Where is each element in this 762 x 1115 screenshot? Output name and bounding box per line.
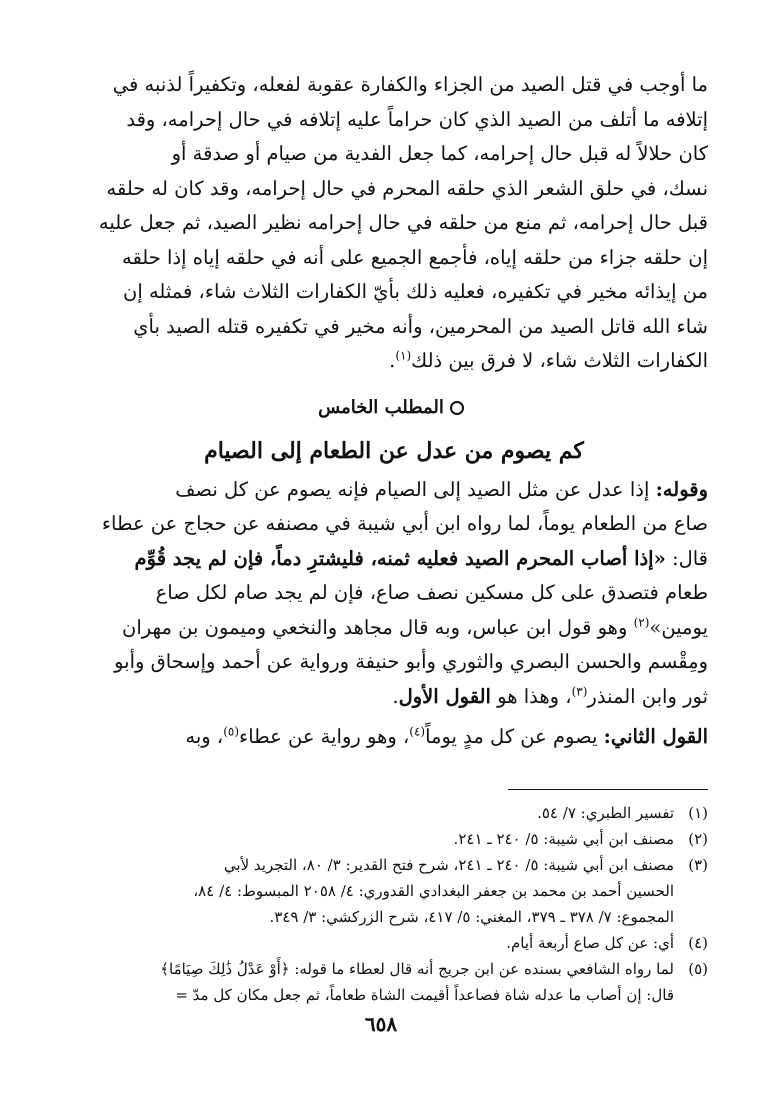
footnote-number: (١) (688, 803, 708, 822)
text-line (80, 611, 708, 646)
section-label-text: المطلب الخامس (318, 396, 444, 418)
footnote-ref: (٢) (633, 615, 650, 629)
text-segment: يصوم عن كل مدٍ يوماً (425, 725, 604, 748)
footnote-ref: (٣) (571, 684, 588, 698)
text-segment: ، وبه (185, 725, 224, 748)
text-line: ما أوجب في قتل الصيد من الجزاء والكفارة عقوبة لفعله، وتكفيراً لذنبه في (112, 73, 708, 96)
text-segment: ثور وابن المنذر (587, 684, 708, 708)
paragraph-2 (80, 473, 708, 715)
footnote-item-continued (80, 982, 708, 1008)
footnote-text: مصنف ابن أبي شيبة: ٥/ ٢٤٠ ـ ٢٤١. (453, 829, 674, 848)
text-line: قبل حال إحرامه، ثم منع من حلقه في حال إحرامه نظير الصيد، ثم جعل عليه (98, 211, 708, 234)
footnotes (80, 800, 708, 1008)
text-segment: يومين» (649, 615, 708, 639)
footnote-ref: (٥) (223, 724, 240, 739)
bold-term: القول الأول (398, 684, 491, 708)
text-line-last (80, 680, 708, 715)
footnote-number: (٥) (688, 959, 708, 978)
text-line: طعام فتصدق على كل مسكين نصف صاع، فإن لم يجد صام لكل صاع (155, 581, 708, 604)
text-segment: قال: (665, 546, 708, 570)
lead-term: القول الثاني: (603, 725, 708, 748)
text-line (80, 542, 708, 577)
page-number: ٦٥٨ (364, 1012, 398, 1036)
text-segment: . (392, 684, 399, 708)
text-line: من إيذائه مخير في تكفيره، فعليه ذلك بأيّ الكفارات الثلاث شاء، فمثله إن (123, 280, 708, 303)
footnote-item (80, 852, 708, 878)
text-segment: وهو قول ابن عباس، وبه قال مجاهد والنخعي وميمون بن مهران (122, 615, 634, 639)
footnote-number: (٢) (688, 829, 708, 848)
text-line: صاع من الطعام يوماً، لما رواه ابن أبي شيبة في مصنفه عن حجاج عن عطاء (101, 512, 708, 535)
text-line-last (80, 344, 708, 379)
footnote-text: أي: عن كل صاع أربعة أيام. (506, 933, 674, 952)
lead-term: وقوله: (655, 477, 708, 501)
text-segment: . (389, 349, 396, 372)
footnote-text: قال: إن أصاب ما عدله شاة فصاعداً أقيمت الشاة طعاماً، ثم جعل مكان كل مدّ = (175, 985, 674, 1004)
footnote-text: الحسين أحمد بن محمد بن جعفر البغدادي القدوري: ٤/ ٢٠٥٨ المبسوط: ٤/ ٨٤، (193, 881, 674, 900)
circle-bullet-icon (450, 401, 464, 415)
footnote-text: المجموع: ٧/ ٣٧٨ ـ ٣٧٩، المغني: ٥/ ٤١٧، شرح الزركشي: ٣/ ٣٤٩. (269, 907, 674, 926)
text-line: إتلافه ما أتلف من الصيد الذي كان حراماً عليه إتلافه في حال إحرامه، وقد (126, 107, 708, 131)
footnote-item-continued (80, 904, 708, 930)
footnote-item (80, 930, 708, 956)
footnote-ref: (٤) (409, 724, 426, 739)
text-line: ومِقْسم والحسن البصري والثوري وأبو حنيفة ورواية عن أحمد وإسحاق وأبو (114, 650, 708, 673)
footnote-text: مصنف ابن أبي شيبة: ٥/ ٢٤٠ ـ ٢٤١، شرح فتح القدير: ٣/ ٨٠، التجريد لأبي (223, 855, 674, 874)
paragraph-3 (80, 720, 708, 755)
text-line: إن حلقه جزاء من حلقه إياه، فأجمع الجميع على أنه في حلقه إياه إذا حلقه (121, 245, 708, 269)
footnote-item (80, 956, 708, 982)
text-segment: إذا عدل عن مثل الصيد إلى الصيام فإنه يصوم عن كل نصف (175, 477, 656, 501)
text-line (80, 473, 708, 508)
footnote-text: تفسير الطبري: ٧/ ٥٤. (537, 803, 674, 822)
page-content (80, 68, 708, 1008)
paragraph-1 (80, 68, 708, 379)
text-segment: الكفارات الثلاث شاء، لا فرق بين ذلك (411, 349, 708, 372)
footnote-divider (508, 789, 708, 790)
section-title: كم يصوم من عدل عن الطعام إلى الصيام (204, 437, 584, 464)
text-segment: ، وهو رواية عن عطاء (239, 725, 410, 748)
footnote-number: (٤) (688, 933, 708, 952)
text-line: شاء الله قاتل الصيد من المحرمين، وأنه مخير في تكفيره قتله الصيد بأي (133, 314, 708, 338)
footnote-ref: (١) (395, 348, 412, 363)
text-line: كان حلالاً له قبل حال إحرامه، كما جعل الفدية من صيام أو صدقة أو (171, 142, 708, 165)
footnote-text: لما رواه الشافعي بسنده عن ابن جريج أنه قال لعطاء ما قوله: ﴿أَوْ عَدْلُ ذَٰلِكَ صِيَامًا﴾ (160, 959, 674, 978)
quote-text: «إذا أصاب المحرم الصيد فعليه ثمنه، فليشترِ دماً، فإن لم يجد قُوِّم (134, 546, 666, 570)
footnote-number: (٣) (688, 855, 708, 874)
section-label (80, 391, 708, 425)
footnote-item-continued (80, 878, 708, 904)
text-line: نسك، في حلق الشعر الذي حلقه المحرم في حال إحرامه، وقد كان له حلقه (106, 176, 708, 200)
footnote-item (80, 800, 708, 826)
footnote-item (80, 826, 708, 852)
text-segment: ، وهذا هو (490, 684, 572, 708)
text-line (80, 720, 708, 755)
